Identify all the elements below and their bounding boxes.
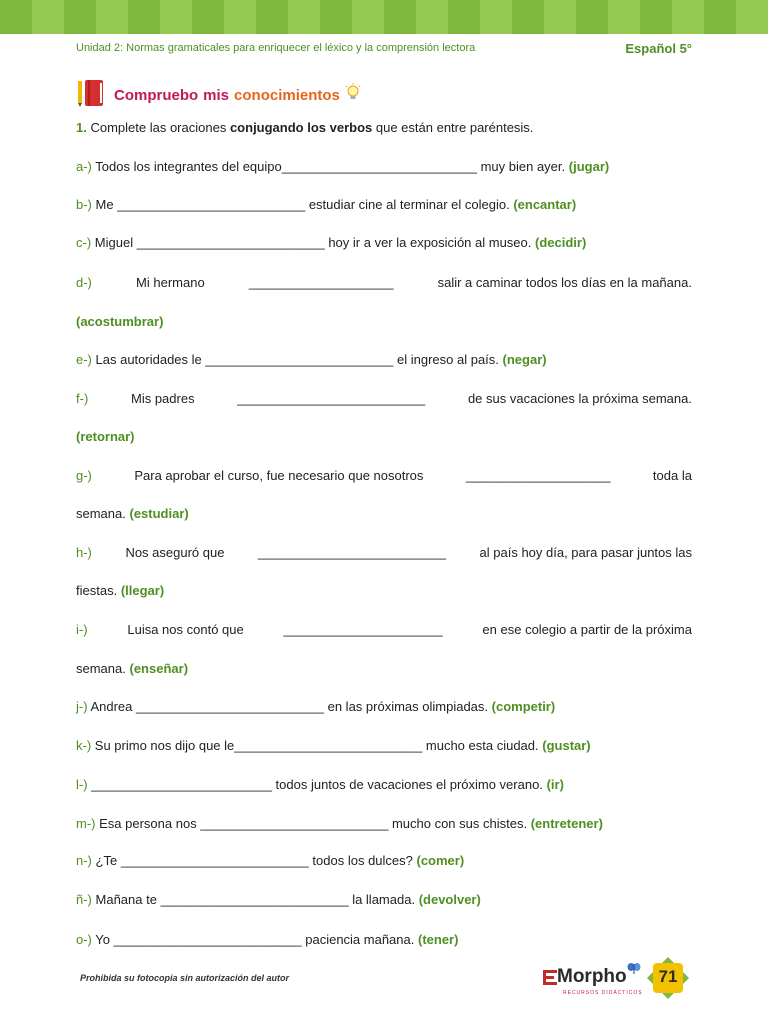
exercise-text: muy bien ayer.	[480, 159, 566, 174]
exercise-text: paciencia mañana.	[305, 932, 415, 947]
exercise-text: fiestas.	[76, 583, 118, 598]
book-pencil-icon	[76, 78, 106, 113]
answer-blank[interactable]: __________________________	[136, 235, 325, 250]
verb-hint: (tener)	[418, 932, 459, 947]
answer-blank[interactable]: __________________________	[117, 197, 306, 212]
exercise-text: salir a caminar todos los días en la mañana.	[437, 275, 692, 290]
exercise-f-continuation	[76, 429, 692, 445]
instruction-bold: conjugando los verbos	[229, 120, 373, 135]
exercise-d	[76, 275, 692, 291]
exercise-i-continuation	[76, 661, 692, 677]
answer-blank[interactable]: __________________________	[113, 932, 302, 947]
verb-hint: (competir)	[491, 699, 556, 714]
exercise-l	[76, 777, 692, 793]
exercise-n	[76, 853, 692, 869]
exercise-text: Para aprobar el curso, fue necesario que nosotros	[134, 468, 424, 483]
exercise-f	[76, 391, 692, 407]
verb-hint: (jugar)	[568, 159, 610, 174]
verb-hint: (enseñar)	[129, 661, 189, 676]
title-word-3: conocimientos	[234, 86, 340, 104]
exercise-text: hoy ir a ver la exposición al museo.	[328, 235, 532, 250]
exercise-enye	[76, 892, 692, 908]
verb-hint: (estudiar)	[129, 506, 189, 521]
exercise-text: semana.	[76, 506, 126, 521]
exercise-text: Yo	[95, 932, 110, 947]
answer-blank[interactable]: ___________________________	[281, 159, 477, 174]
logo-subtext: RECURSOS DIDÁCTICOS	[563, 990, 643, 996]
section-title	[76, 80, 362, 110]
answer-blank[interactable]: ______________________	[283, 622, 443, 637]
exercise-e	[76, 352, 692, 368]
exercise-text: Las autoridades le	[95, 352, 202, 367]
title-word-1: Compruebo	[114, 86, 199, 104]
exercise-text: toda la	[652, 468, 692, 483]
verb-hint: (entretener)	[530, 816, 603, 831]
verb-hint: (ir)	[546, 777, 564, 792]
page-header	[76, 42, 692, 60]
exercise-text: Andrea	[90, 699, 133, 714]
exercise-text: al país hoy día, para pasar juntos las	[479, 545, 692, 560]
verb-hint: (retornar)	[76, 429, 135, 444]
exercise-label: o-)	[76, 932, 92, 947]
unit-title: Unidad 2: Normas gramaticales para enriquecer el léxico y la comprensión lectora	[76, 42, 476, 54]
exercise-label: f-)	[76, 391, 89, 406]
answer-blank[interactable]: __________________________	[205, 352, 394, 367]
answer-blank[interactable]: __________________________	[237, 391, 426, 406]
exercise-label: i-)	[76, 622, 88, 637]
exercise-label: k-)	[76, 738, 92, 753]
exercise-text: mucho esta ciudad.	[425, 738, 539, 753]
exercise-text: Todos los integrantes del equipo	[95, 159, 282, 174]
exercise-m	[76, 816, 692, 832]
exercise-g-continuation	[76, 506, 692, 522]
logo-text: Morpho	[557, 966, 627, 987]
exercise-j	[76, 699, 692, 715]
top-stripe-band	[0, 0, 768, 34]
exercise-o	[76, 932, 692, 948]
exercise-text: estudiar cine al terminar el colegio.	[308, 197, 510, 212]
lightbulb-icon	[344, 82, 362, 109]
exercise-label: n-)	[76, 853, 92, 868]
exercise-a	[76, 159, 692, 175]
instruction-text-1: Complete las oraciones	[90, 120, 227, 135]
answer-blank[interactable]: __________________________	[234, 738, 423, 753]
page-number-badge	[646, 956, 690, 1000]
exercise-text: en las próximas olimpiadas.	[327, 699, 489, 714]
exercise-g	[76, 468, 692, 484]
verb-hint: (gustar)	[542, 738, 591, 753]
instruction-text-2: que están entre paréntesis.	[375, 120, 534, 135]
verb-hint: (decidir)	[535, 235, 587, 250]
exercise-label: ñ-)	[76, 892, 92, 907]
exercise-label: d-)	[76, 275, 92, 290]
exercise-text: Su primo nos dijo que le	[94, 738, 235, 753]
subject-label: Español 5°	[625, 41, 692, 56]
exercise-text: todos los dulces?	[312, 853, 413, 868]
answer-blank[interactable]: _________________________	[91, 777, 272, 792]
exercise-text: Mis padres	[130, 391, 195, 406]
exercise-text: Mi hermano	[136, 275, 205, 290]
exercise-label: b-)	[76, 197, 92, 212]
exercise-h	[76, 545, 692, 561]
exercise-text: todos juntos de vacaciones el próximo verano.	[275, 777, 543, 792]
exercise-text: ¿Te	[95, 853, 118, 868]
exercise-label: a-)	[76, 159, 92, 174]
exercise-text: mucho con sus chistes.	[391, 816, 528, 831]
verb-hint: (llegar)	[120, 583, 165, 598]
butterfly-icon	[627, 962, 641, 981]
exercise-text: Miguel	[94, 235, 134, 250]
answer-blank[interactable]: __________________________	[136, 699, 324, 714]
answer-blank[interactable]: __________________________	[120, 853, 309, 868]
answer-blank[interactable]: ____________________	[248, 275, 394, 290]
exercise-label: c-)	[76, 235, 92, 250]
publisher-logo	[543, 962, 643, 1004]
page-number: 71	[658, 967, 678, 986]
exercise-label: g-)	[76, 468, 92, 483]
title-word-2: mis	[203, 86, 230, 104]
answer-blank[interactable]: __________________________	[160, 892, 349, 907]
exercise-label: l-)	[76, 777, 88, 792]
exercise-text: Esa persona nos	[99, 816, 197, 831]
exercise-text: Mañana te	[95, 892, 157, 907]
instruction-number: 1.	[76, 120, 87, 135]
exercise-text: el ingreso al país.	[397, 352, 499, 367]
exercise-label: h-)	[76, 545, 92, 560]
exercise-text: la llamada.	[352, 892, 416, 907]
instruction	[76, 120, 533, 135]
exercise-label: m-)	[76, 816, 96, 831]
exercise-b	[76, 197, 692, 213]
exercise-d-continuation	[76, 314, 692, 330]
exercise-text: de sus vacaciones la próxima semana.	[467, 391, 692, 406]
exercise-text: en ese colegio a partir de la próxima	[482, 622, 692, 637]
exercise-h-continuation	[76, 583, 692, 599]
exercise-c	[76, 235, 692, 251]
exercise-i	[76, 622, 692, 638]
copyright-notice: Prohibida su fotocopia sin autorización del autor	[80, 973, 290, 983]
exercise-k	[76, 738, 692, 754]
answer-blank[interactable]: __________________________	[258, 545, 446, 560]
exercise-label: j-)	[76, 699, 88, 714]
verb-hint: (acostumbrar)	[76, 314, 164, 329]
answer-blank[interactable]: ____________________	[465, 468, 611, 483]
verb-hint: (comer)	[416, 853, 465, 868]
exercise-text: Me	[95, 197, 114, 212]
exercise-text: Luisa nos contó que	[127, 622, 244, 637]
verb-hint: (encantar)	[513, 197, 577, 212]
exercise-label: e-)	[76, 352, 92, 367]
answer-blank[interactable]: __________________________	[200, 816, 389, 831]
verb-hint: (negar)	[502, 352, 547, 367]
exercise-text: semana.	[76, 661, 126, 676]
verb-hint: (devolver)	[418, 892, 481, 907]
exercise-text: Nos aseguró que	[125, 545, 225, 560]
